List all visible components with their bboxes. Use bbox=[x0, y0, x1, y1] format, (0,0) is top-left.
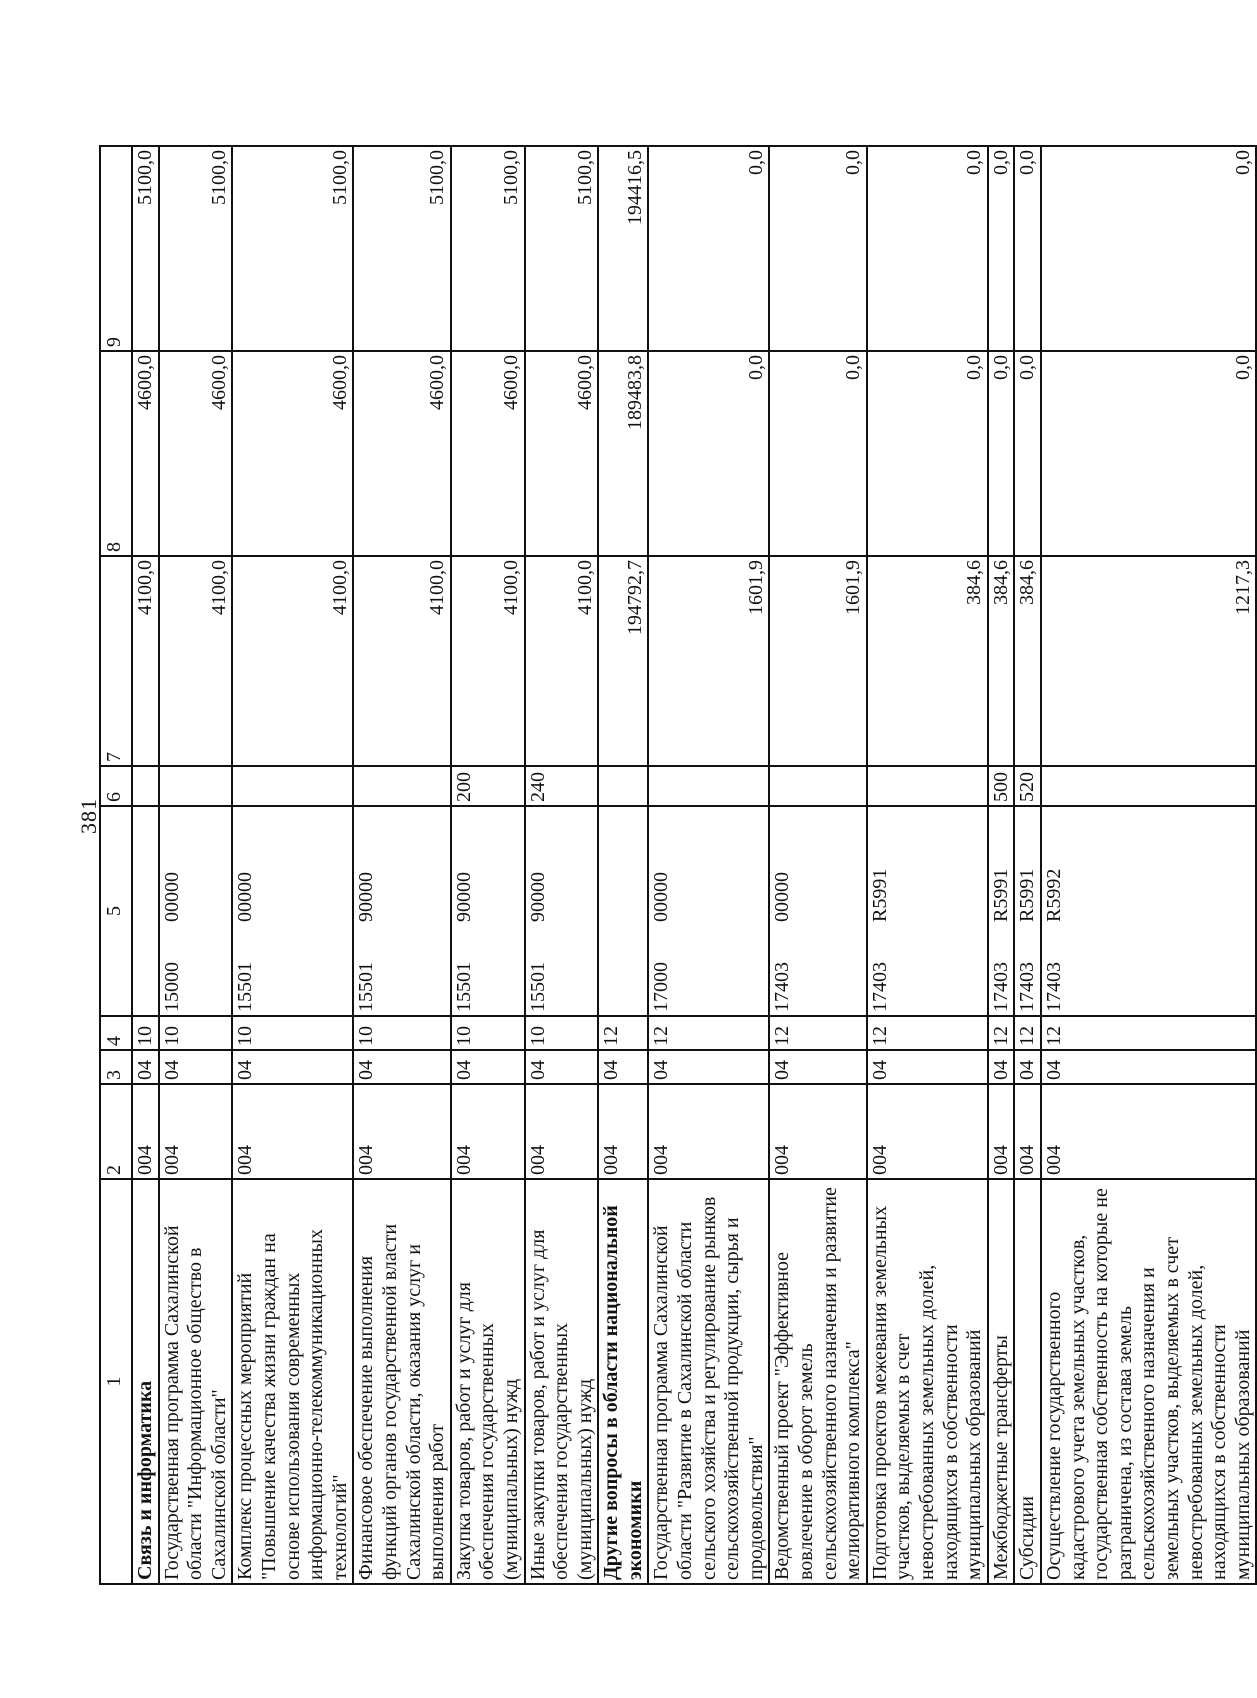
row-subsection-code: 12 bbox=[1014, 1016, 1041, 1050]
page-number: 381 bbox=[76, 798, 101, 834]
row-subsection-code: 10 bbox=[132, 1016, 159, 1050]
row-admin-code: 004 bbox=[1041, 1084, 1256, 1179]
row-value-col7: 4100,0 bbox=[451, 556, 525, 766]
column-header: 6 bbox=[100, 766, 132, 806]
row-value-col8: 4600,0 bbox=[353, 351, 450, 556]
row-section-code: 04 bbox=[1041, 1050, 1256, 1084]
row-value-col8: 0,0 bbox=[1014, 351, 1041, 556]
table-row bbox=[1014, 146, 1041, 1584]
row-name: Субсидии bbox=[1014, 1179, 1041, 1584]
row-expense-type bbox=[598, 766, 648, 806]
row-target-article bbox=[1014, 806, 1041, 1016]
row-value-col8: 4600,0 bbox=[132, 351, 159, 556]
table-row bbox=[451, 146, 525, 1584]
row-value-col8: 4600,0 bbox=[232, 351, 353, 556]
row-name: Финансовое обеспечение выполнения функций органов государственной власти Сахалинской области, оказания услуг и выполнения работ bbox=[353, 1179, 450, 1584]
row-direction-code: R5991 bbox=[868, 868, 891, 922]
row-target-article bbox=[353, 806, 450, 1016]
row-name: Подготовка проектов межевания земельных участков, выделяемых в счет невостребованных земельных долей, находящихся в собственности муниципальных образований bbox=[867, 1179, 988, 1584]
row-value-col9: 5100,0 bbox=[451, 146, 525, 351]
row-value-col8: 189483,8 bbox=[598, 351, 648, 556]
row-program-code: 15501 bbox=[355, 962, 378, 1012]
row-program-code: 17403 bbox=[771, 962, 794, 1012]
row-value-col9: 0,0 bbox=[1041, 146, 1256, 351]
row-subsection-code: 10 bbox=[353, 1016, 450, 1050]
row-value-col8: 4600,0 bbox=[451, 351, 525, 556]
row-subsection-code: 10 bbox=[525, 1016, 599, 1050]
table-row bbox=[353, 146, 450, 1584]
row-program-code: 17403 bbox=[1016, 962, 1039, 1012]
column-header: 5 bbox=[100, 806, 132, 1016]
row-expense-type bbox=[132, 766, 159, 806]
row-section-code: 04 bbox=[598, 1050, 648, 1084]
row-section-code: 04 bbox=[451, 1050, 525, 1084]
row-admin-code: 004 bbox=[232, 1084, 353, 1179]
row-value-col8: 0,0 bbox=[648, 351, 769, 556]
column-header: 7 bbox=[100, 556, 132, 766]
row-direction-code: 00000 bbox=[234, 872, 257, 922]
row-expense-type bbox=[1041, 766, 1256, 806]
row-section-code: 04 bbox=[525, 1050, 599, 1084]
row-value-col7: 4100,0 bbox=[132, 556, 159, 766]
column-header: 4 bbox=[100, 1016, 132, 1050]
row-value-col9: 0,0 bbox=[769, 146, 866, 351]
row-section-code: 04 bbox=[648, 1050, 769, 1084]
row-target-article bbox=[598, 806, 648, 1016]
row-value-col8: 4600,0 bbox=[525, 351, 599, 556]
row-direction-code: 00000 bbox=[650, 872, 673, 922]
table-row bbox=[988, 146, 1015, 1584]
row-target-article bbox=[132, 806, 159, 1016]
row-value-col8: 0,0 bbox=[1041, 351, 1256, 556]
row-program-code: 15501 bbox=[234, 962, 257, 1012]
row-name: Комплекс процессных мероприятий "Повышение качества жизни граждан на основе использования современных информационно-телекоммуникационных технологий" bbox=[232, 1179, 353, 1584]
header-row bbox=[100, 146, 132, 1584]
row-value-col9: 0,0 bbox=[988, 146, 1015, 351]
row-value-col8: 0,0 bbox=[769, 351, 866, 556]
row-direction-code: R5992 bbox=[1042, 868, 1065, 922]
row-admin-code: 004 bbox=[159, 1084, 233, 1179]
row-subsection-code: 10 bbox=[451, 1016, 525, 1050]
row-admin-code: 004 bbox=[451, 1084, 525, 1179]
row-value-col7: 194792,7 bbox=[598, 556, 648, 766]
row-subsection-code: 12 bbox=[598, 1016, 648, 1050]
row-section-code: 04 bbox=[353, 1050, 450, 1084]
row-expense-type: 200 bbox=[451, 766, 525, 806]
row-section-code: 04 bbox=[1014, 1050, 1041, 1084]
row-value-col7: 1217,3 bbox=[1041, 556, 1256, 766]
row-value-col7: 4100,0 bbox=[232, 556, 353, 766]
row-target-article bbox=[451, 806, 525, 1016]
row-section-code: 04 bbox=[988, 1050, 1015, 1084]
row-subsection-code: 12 bbox=[648, 1016, 769, 1050]
row-value-col8: 0,0 bbox=[988, 351, 1015, 556]
row-admin-code: 004 bbox=[353, 1084, 450, 1179]
row-name: Государственная программа Сахалинской области "Развитие в Сахалинской области сельского хозяйства и регулирование рынков сельскохозяйственной продукции, сырья и продовольствия" bbox=[648, 1179, 769, 1584]
table-row bbox=[648, 146, 769, 1584]
row-value-col7: 4100,0 bbox=[525, 556, 599, 766]
row-admin-code: 004 bbox=[988, 1084, 1015, 1179]
row-direction-code: R5991 bbox=[989, 868, 1012, 922]
row-target-article bbox=[159, 806, 233, 1016]
column-header: 9 bbox=[100, 146, 132, 351]
row-target-article bbox=[525, 806, 599, 1016]
row-value-col7: 384,6 bbox=[1014, 556, 1041, 766]
row-section-code: 04 bbox=[132, 1050, 159, 1084]
table-row bbox=[525, 146, 599, 1584]
column-header: 3 bbox=[100, 1050, 132, 1084]
row-value-col9: 0,0 bbox=[648, 146, 769, 351]
row-value-col8: 0,0 bbox=[867, 351, 988, 556]
budget-table bbox=[99, 145, 1257, 1585]
row-admin-code: 004 bbox=[769, 1084, 866, 1179]
row-direction-code: 90000 bbox=[355, 872, 378, 922]
row-direction-code: R5991 bbox=[1016, 868, 1039, 922]
table-row bbox=[159, 146, 233, 1584]
table-row bbox=[1041, 146, 1256, 1584]
row-value-col8: 4600,0 bbox=[159, 351, 233, 556]
row-admin-code: 004 bbox=[525, 1084, 599, 1179]
table-row bbox=[867, 146, 988, 1584]
row-name: Государственная программа Сахалинской области "Информационное общество в Сахалинской области" bbox=[159, 1179, 233, 1584]
row-section-code: 04 bbox=[159, 1050, 233, 1084]
row-subsection-code: 10 bbox=[232, 1016, 353, 1050]
row-section-code: 04 bbox=[232, 1050, 353, 1084]
row-program-code: 17403 bbox=[868, 962, 891, 1012]
row-direction-code: 00000 bbox=[160, 872, 183, 922]
row-value-col7: 1601,9 bbox=[648, 556, 769, 766]
row-section-code: 04 bbox=[867, 1050, 988, 1084]
row-expense-type bbox=[159, 766, 233, 806]
row-value-col9: 0,0 bbox=[1014, 146, 1041, 351]
row-admin-code: 004 bbox=[867, 1084, 988, 1179]
row-expense-type bbox=[769, 766, 866, 806]
row-value-col7: 384,6 bbox=[867, 556, 988, 766]
row-name: Иные закупки товаров, работ и услуг для обеспечения государственных (муниципальных) нужд bbox=[525, 1179, 599, 1584]
row-expense-type: 520 bbox=[1014, 766, 1041, 806]
row-name: Ведомственный проект "Эффективное вовлечение в оборот земель сельскохозяйственного назначения и развитие мелиоративного комплекса" bbox=[769, 1179, 866, 1584]
row-target-article bbox=[988, 806, 1015, 1016]
column-header: 1 bbox=[100, 1179, 132, 1584]
row-value-col7: 4100,0 bbox=[353, 556, 450, 766]
row-target-article bbox=[1041, 806, 1256, 1016]
row-program-code: 17403 bbox=[1042, 962, 1065, 1012]
row-target-article bbox=[232, 806, 353, 1016]
row-target-article bbox=[867, 806, 988, 1016]
row-admin-code: 004 bbox=[1014, 1084, 1041, 1179]
row-name: Осуществление государственного кадастрового учета земельных участков, государственная собственность на которые не разграничена, из состава земель сельскохозяйственного назначения и земельных участков, выделяемых в счет невостребованных земельных долей, находящихся в собственности муниципальных образований bbox=[1041, 1179, 1256, 1584]
row-value-col9: 5100,0 bbox=[353, 146, 450, 351]
row-value-col9: 5100,0 bbox=[159, 146, 233, 351]
row-expense-type bbox=[232, 766, 353, 806]
table-row bbox=[132, 146, 159, 1584]
row-subsection-code: 12 bbox=[1041, 1016, 1256, 1050]
row-target-article bbox=[648, 806, 769, 1016]
row-subsection-code: 12 bbox=[988, 1016, 1015, 1050]
row-name: Межбюджетные трансферты bbox=[988, 1179, 1015, 1584]
row-value-col7: 4100,0 bbox=[159, 556, 233, 766]
row-expense-type: 500 bbox=[988, 766, 1015, 806]
row-section-code: 04 bbox=[769, 1050, 866, 1084]
row-admin-code: 004 bbox=[132, 1084, 159, 1179]
table-row bbox=[598, 146, 648, 1584]
row-subsection-code: 12 bbox=[867, 1016, 988, 1050]
column-header: 8 bbox=[100, 351, 132, 556]
table-row bbox=[769, 146, 866, 1584]
row-admin-code: 004 bbox=[648, 1084, 769, 1179]
row-name: Связь и информатика bbox=[132, 1179, 159, 1584]
row-direction-code: 00000 bbox=[771, 872, 794, 922]
row-value-col9: 5100,0 bbox=[525, 146, 599, 351]
row-target-article bbox=[769, 806, 866, 1016]
row-program-code: 17403 bbox=[989, 962, 1012, 1012]
row-expense-type: 240 bbox=[525, 766, 599, 806]
row-subsection-code: 12 bbox=[769, 1016, 866, 1050]
row-value-col7: 1601,9 bbox=[769, 556, 866, 766]
row-value-col9: 194416,5 bbox=[598, 146, 648, 351]
row-expense-type bbox=[867, 766, 988, 806]
row-program-code: 17000 bbox=[650, 962, 673, 1012]
row-value-col9: 5100,0 bbox=[232, 146, 353, 351]
row-value-col9: 0,0 bbox=[867, 146, 988, 351]
row-program-code: 15501 bbox=[526, 962, 549, 1012]
table-row bbox=[232, 146, 353, 1584]
row-value-col9: 5100,0 bbox=[132, 146, 159, 351]
row-name: Закупка товаров, работ и услуг для обеспечения государственных (муниципальных) нужд bbox=[451, 1179, 525, 1584]
row-program-code: 15501 bbox=[452, 962, 475, 1012]
row-value-col7: 384,6 bbox=[988, 556, 1015, 766]
row-direction-code: 90000 bbox=[452, 872, 475, 922]
row-name: Другие вопросы в области национальной экономики bbox=[598, 1179, 648, 1584]
row-expense-type bbox=[648, 766, 769, 806]
row-expense-type bbox=[353, 766, 450, 806]
row-program-code: 15000 bbox=[160, 962, 183, 1012]
column-header: 2 bbox=[100, 1084, 132, 1179]
row-subsection-code: 10 bbox=[159, 1016, 233, 1050]
row-direction-code: 90000 bbox=[526, 872, 549, 922]
row-admin-code: 004 bbox=[598, 1084, 648, 1179]
